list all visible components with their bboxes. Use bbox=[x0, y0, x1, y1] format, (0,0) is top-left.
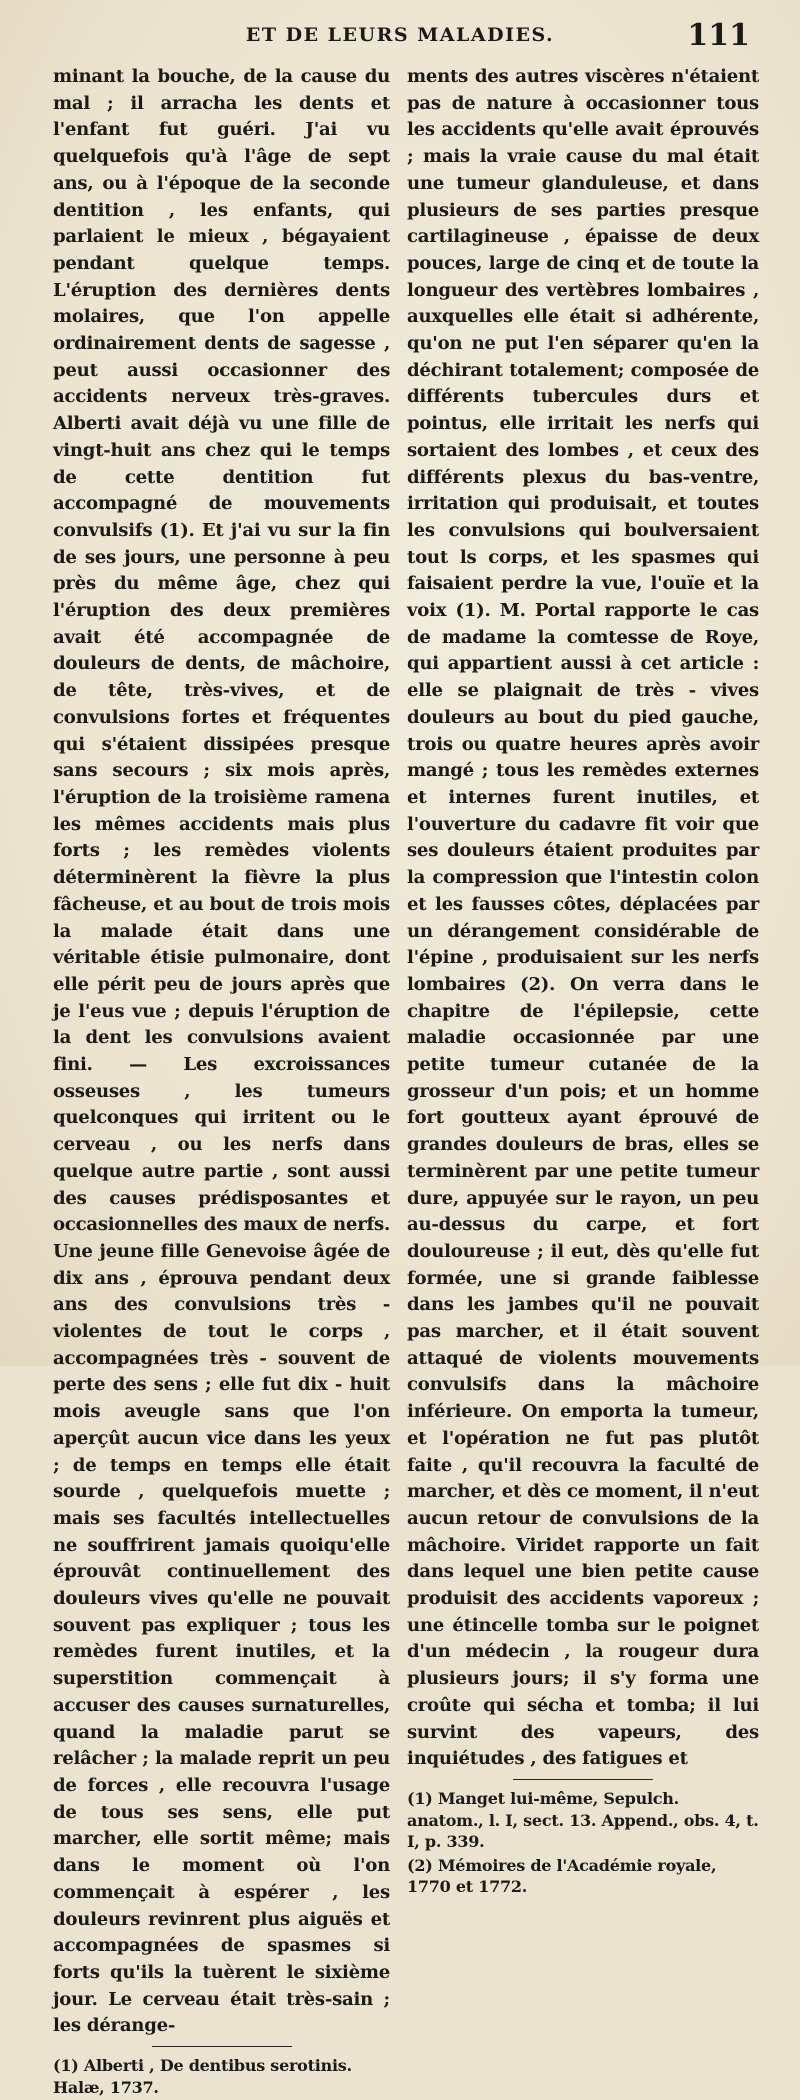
footnote-divider bbox=[152, 2046, 292, 2047]
right-column-body: ments des autres viscères n'étaient pas de nature à occasionner tous les accidents qu'elle avait éprouvés ; mais la vraie cause du mal était une tumeur glanduleuse, et dans plusieurs de ses parties presque cartilagineuse , épaisse de deux pouces, large de cinq et de toute la longueur des vertèbres lombaires , auxquelles elle était si adhérente, qu'on ne put l'en séparer qu'en la déchirant totalement; composée de différents tubercules durs et pointus, elle irritait les nerfs qui sortaient des lombes , et ceux des différents plexus du bas-ventre, irritation qui produisait, et toutes les convulsions qui boulversaient tout ls corps, et les spasmes qui faisaient perdre la vue, l'ouïe et la voix (1). M. Portal rapporte le cas de madame la comtesse de Roye, qui appartient aussi à cet article : elle se plaignait de très - vives douleurs au bout du pied gauche, trois ou quatre heures après avoir mangé ; tous les remèdes externes et internes furent inutiles, et l'ouverture du cadavre fit voir que ses douleurs étaient produites par la compression que l'intestin colon et les fausses côtes, déplacées par un dérangement considérable de l'épine , produisaient sur les nerfs lombaires (2). On verra dans le chapitre de l'épilepsie, cette maladie occasionnée par une petite tumeur cutanée de la grosseur d'un pois; et un homme fort goutteux ayant éprouvé de grandes douleurs de bras, elles se terminèrent par une petite tumeur dure, appuyée sur le rayon, un peu au-dessus du carpe, et fort douloureuse ; il eut, dès qu'elle fut formée, une si grande faiblesse dans les jambes qu'il ne pouvait pas marcher, et il était souvent attaqué de violents mouvements convulsifs dans la mâchoire inférieure. On emporta la tumeur, et l'opération ne fut pas plutôt faite , qu'il recouvra la faculté de marcher, et dès ce moment, il n'eut aucun retour de convulsions de la mâchoire. Viridet rapporte un fait dans lequel une bien petite cause produisit des accidents vaporeux ; une étincelle tomba sur le poignet d'un médecin , la rougeur dura plusieurs jours; il s'y forma une croûte qui sécha et tomba; il lui survint des vapeurs, des inquiétudes , des fatigues et bbox=[407, 66, 759, 1770]
running-head: ET DE LEURS MALADIES. bbox=[245, 24, 555, 46]
page-header bbox=[40, 18, 760, 58]
left-column-body: minant la bouche, de la cause du mal ; il arracha les dents et l'enfant fut guéri. J'ai vu quelquefois qu'à l'âge de sept ans, ou à l'époque de la seconde dentition , les enfants, qui parlaient le mieux , bégayaient pendant quelque temps. L'éruption des dernières dents molaires, que l'on appelle ordinairement dents de sagesse , peut aussi occasionner des accidents nerveux très-graves. Alberti avait déjà vu une fille de vingt-huit ans chez qui le temps de cette dentition fut accompagné de mouvements convulsifs (1). Et j'ai vu sur la fin de ses jours, une personne à peu près du même âge, chez qui l'éruption des deux premières avait été accompagnée de douleurs de dents, de mâchoire, de tête, très-vives, et de convulsions fortes et fréquentes qui s'étaient dissipées presque sans secours ; six mois après, l'éruption de la troisième ramena les mêmes accidents mais plus forts ; les remèdes violents déterminèrent la fièvre la plus fâcheuse, et au bout de trois mois la malade était dans une véritable étisie pulmonaire, dont elle périt peu de jours après que je l'eus vue ; depuis l'éruption de la dent les convulsions avaient fini. — Les excroissances osseuses , les tumeurs quelconques qui irritent ou le cerveau , ou les nerfs dans quelque autre partie , sont aussi des causes prédisposantes et occasionnelles des maux de nerfs. Une jeune fille Genevoise âgée de dix ans , éprouva pendant deux ans des convulsions très - violentes de tout le corps , accompagnées très - souvent de perte des sens ; elle fut dix - huit mois aveugle sans que l'on aperçût aucun vice dans les yeux ; de temps en temps elle était sourde , quelquefois muette ; mais ses facultés intellectuelles ne souffrirent jamais quoiqu'elle éprouvât continuellement des douleurs vives qu'elle ne pouvait souvent pas expliquer ; tous les remèdes furent inutiles, et la superstition commençait à accuser des causes surnaturelles, quand la maladie parut se relâcher ; la malade reprit un peu de forces , elle recouvra l'usage de tous ses sens, elle put marcher, elle sortit même; mais dans le moment où l'on commençait à espérer , les douleurs revinrent plus aiguës et accompagnées de spasmes si forts qu'ils la tuèrent le sixième jour. Le cerveau était très-sain ; les dérange- bbox=[53, 66, 390, 2037]
footnote: (1) Manget lui-même, Sepulch. anatom., l. I, sect. 13. Append., obs. 4, t. I, p. 339. bbox=[407, 1789, 759, 1851]
left-footnotes bbox=[53, 2055, 390, 2098]
right-column bbox=[407, 64, 759, 1900]
footnote: (1) Alberti , De dentibus serotinis. Halæ, 1737. bbox=[53, 2056, 352, 2097]
right-footnotes bbox=[407, 1788, 759, 1898]
left-column bbox=[53, 64, 390, 2100]
page-number: 111 bbox=[687, 18, 750, 53]
footnote-divider bbox=[513, 1779, 653, 1780]
footnote: (2) Mémoires de l'Académie royale, 1770 et 1772. bbox=[407, 1855, 717, 1896]
